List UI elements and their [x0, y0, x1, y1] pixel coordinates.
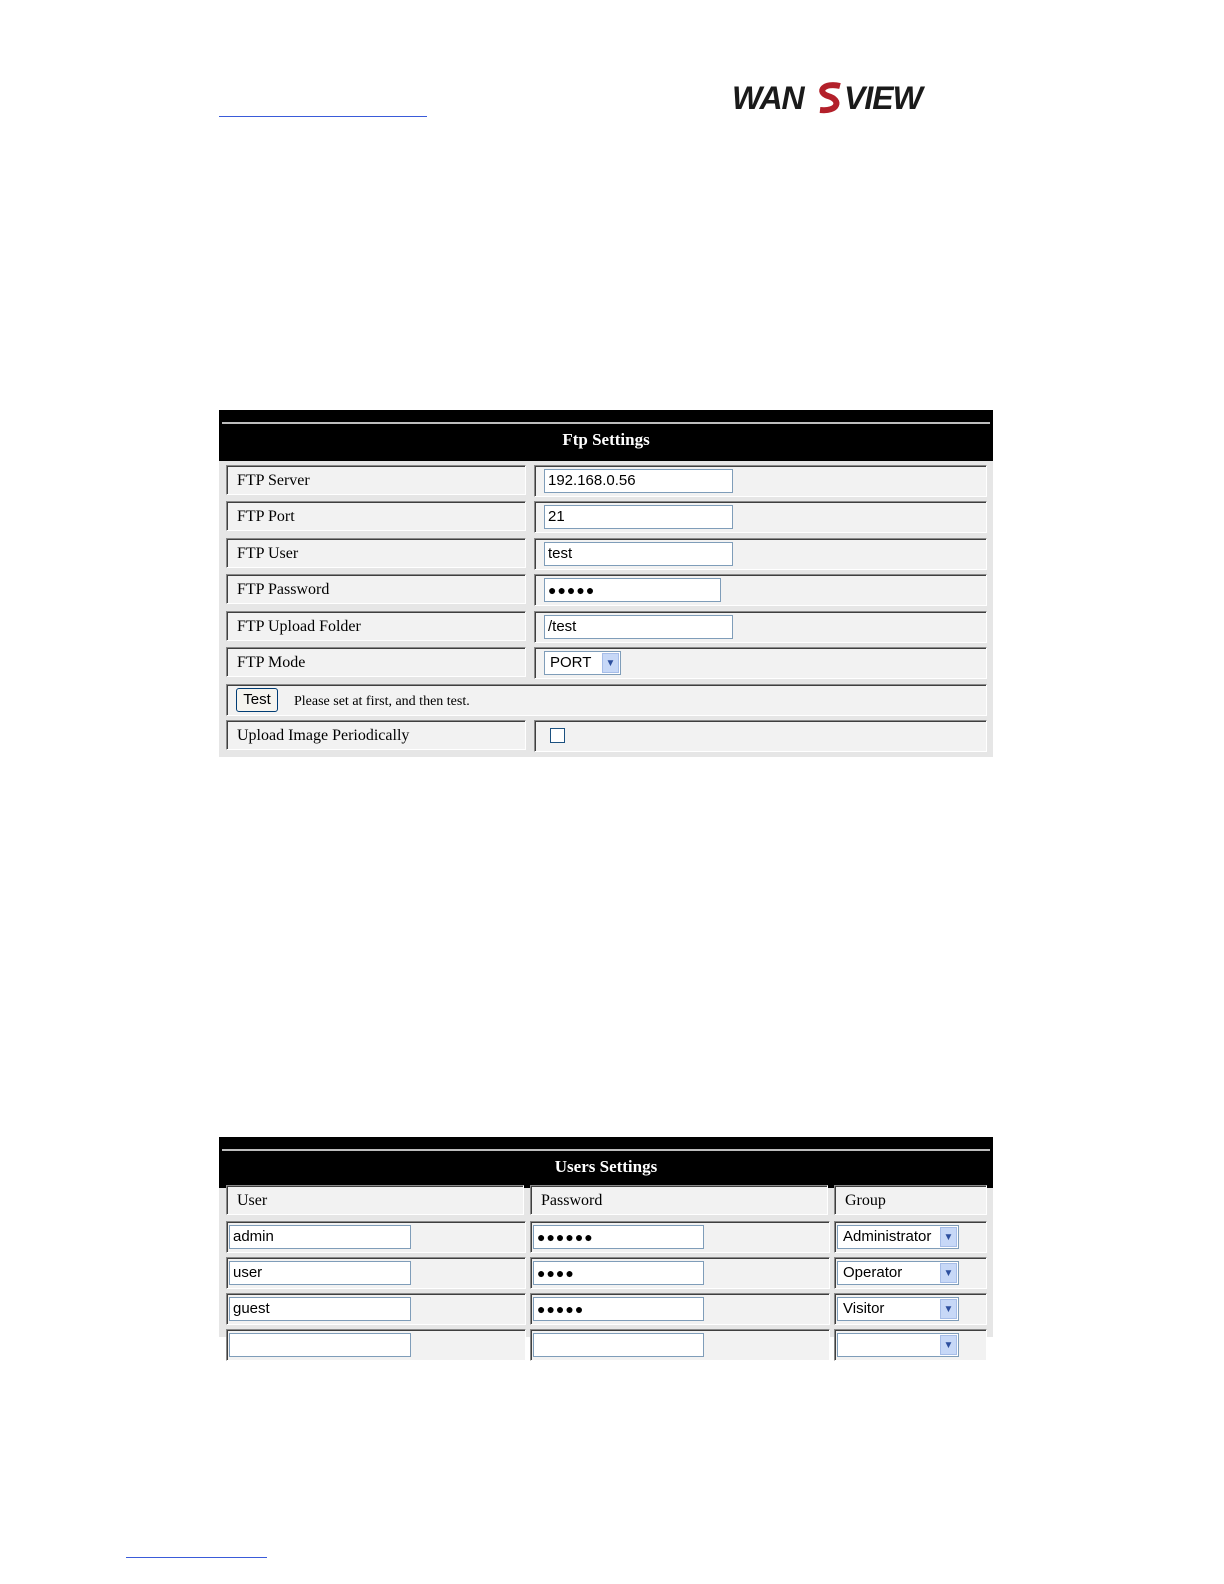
ftp-settings-title: Ftp Settings — [219, 410, 993, 461]
svg-text:VIEW: VIEW — [844, 80, 922, 116]
group-value: Operator — [843, 1264, 903, 1281]
users-settings-panel — [219, 1137, 993, 1351]
users-settings-title: Users Settings — [219, 1137, 993, 1188]
password-input[interactable] — [533, 1333, 704, 1357]
chevron-down-icon[interactable]: ▼ — [940, 1299, 957, 1319]
svg-text:WAN: WAN — [732, 80, 804, 116]
ftp-user-row — [226, 538, 987, 570]
user-input[interactable] — [229, 1333, 411, 1357]
ftp-port-input[interactable]: 21 — [544, 505, 733, 529]
ftp-mode-select[interactable] — [544, 651, 621, 675]
upload-periodically-label: Upload Image Periodically — [226, 720, 526, 750]
chevron-down-icon[interactable]: ▼ — [940, 1335, 957, 1355]
password-cell — [530, 1293, 830, 1325]
group-cell — [834, 1293, 987, 1325]
user-input[interactable]: admin — [229, 1225, 411, 1249]
password-cell — [530, 1221, 830, 1253]
ftp-mode-cell — [534, 647, 987, 679]
user-cell — [226, 1293, 526, 1325]
group-cell — [834, 1257, 987, 1289]
user-input[interactable]: user — [229, 1261, 411, 1285]
upload-periodically-row — [226, 720, 987, 752]
ftp-user-cell — [534, 538, 987, 570]
user-input[interactable]: guest — [229, 1297, 411, 1321]
ftp-folder-input[interactable]: /test — [544, 615, 733, 639]
footer-link-underline — [126, 1557, 267, 1558]
group-value: Administrator — [843, 1228, 932, 1245]
chevron-down-icon[interactable]: ▼ — [940, 1227, 957, 1247]
ftp-folder-label: FTP Upload Folder — [226, 611, 526, 641]
column-header-group: Group — [834, 1185, 987, 1215]
test-hint: Please set at first, and then test. — [294, 694, 470, 709]
ftp-settings-panel — [219, 410, 993, 757]
ftp-password-row — [226, 574, 987, 606]
ftp-user-input[interactable]: test — [544, 542, 733, 566]
ftp-user-label: FTP User — [226, 538, 526, 568]
group-value: Visitor — [843, 1300, 885, 1317]
test-button[interactable]: Test — [236, 688, 278, 712]
ftp-server-input[interactable]: 192.168.0.56 — [544, 469, 733, 493]
ftp-password-input[interactable]: ●●●●● — [544, 578, 721, 602]
group-cell — [834, 1221, 987, 1253]
group-cell — [834, 1329, 987, 1361]
wansview-logo — [732, 78, 964, 114]
chevron-down-icon[interactable]: ▼ — [940, 1263, 957, 1283]
ftp-password-label: FTP Password — [226, 574, 526, 604]
password-cell — [530, 1257, 830, 1289]
column-header-user: User — [226, 1185, 524, 1215]
header-link-underline — [219, 116, 427, 117]
password-input[interactable]: ●●●●● — [533, 1297, 704, 1321]
group-select[interactable] — [837, 1261, 959, 1285]
ftp-server-label: FTP Server — [226, 465, 526, 495]
user-cell — [226, 1329, 526, 1361]
group-select[interactable] — [837, 1297, 959, 1321]
group-select[interactable] — [837, 1333, 959, 1357]
upload-periodically-cell — [534, 720, 987, 752]
ftp-test-cell — [226, 684, 987, 716]
password-input[interactable]: ●●●●●● — [533, 1225, 704, 1249]
ftp-mode-value: PORT — [550, 654, 592, 671]
ftp-port-row — [226, 501, 987, 533]
ftp-test-row — [226, 684, 987, 716]
table-row — [226, 1221, 987, 1253]
ftp-password-cell — [534, 574, 987, 606]
password-input[interactable]: ●●●● — [533, 1261, 704, 1285]
user-cell — [226, 1221, 526, 1253]
password-cell — [530, 1329, 830, 1361]
upload-periodically-checkbox[interactable] — [550, 728, 565, 743]
ftp-server-row — [226, 465, 987, 497]
ftp-folder-row — [226, 611, 987, 643]
table-row — [226, 1329, 987, 1361]
user-cell — [226, 1257, 526, 1289]
column-header-password: Password — [530, 1185, 828, 1215]
ftp-port-cell — [534, 501, 987, 533]
ftp-port-label: FTP Port — [226, 501, 526, 531]
group-select[interactable] — [837, 1225, 959, 1249]
table-row — [226, 1257, 987, 1289]
chevron-down-icon[interactable]: ▼ — [602, 653, 619, 673]
table-row — [226, 1293, 987, 1325]
ftp-mode-row — [226, 647, 987, 679]
ftp-mode-label: FTP Mode — [226, 647, 526, 677]
ftp-folder-cell — [534, 611, 987, 643]
ftp-server-cell — [534, 465, 987, 497]
users-header-row — [226, 1185, 987, 1217]
